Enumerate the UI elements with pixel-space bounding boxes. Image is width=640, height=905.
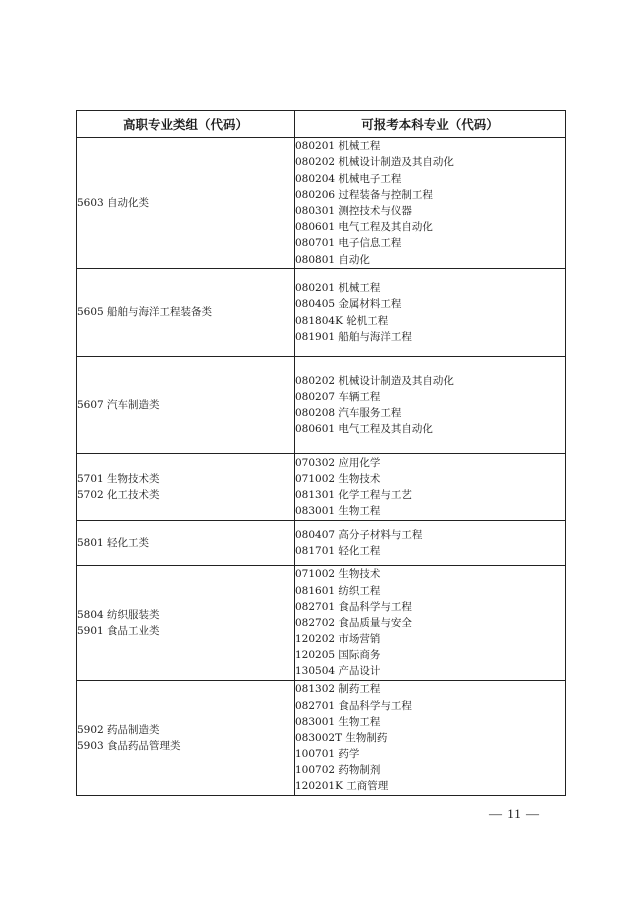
major-item: 081601 纺织工程 (295, 584, 381, 597)
group-label: 5801 轻化工类 (77, 536, 150, 549)
major-item: 130504 产品设计 (295, 665, 381, 678)
major-item: 120205 国际商务 (295, 649, 381, 662)
major-item: 080202 机械设计制造及其自动化 (295, 374, 454, 387)
major-item: 080204 机械电子工程 (295, 172, 402, 185)
major-item: 080206 过程装备与控制工程 (295, 188, 433, 201)
major-item: 082701 食品科学与工程 (295, 699, 412, 712)
major-item: 081701 轻化工程 (295, 545, 381, 557)
major-item: 120201K 工商管理 (295, 780, 389, 793)
table-row (77, 269, 566, 357)
majors-cell (295, 681, 566, 796)
group-cell (77, 454, 295, 521)
group-cell (77, 521, 295, 566)
major-item: 080201 机械工程 (295, 140, 381, 153)
major-item: 082701 食品科学与工程 (295, 600, 412, 613)
major-item: 071002 生物技术 (295, 472, 381, 485)
major-item: 080601 电气工程及其自动化 (295, 221, 433, 234)
major-item: 080701 电子信息工程 (295, 237, 402, 250)
majors-cell (295, 138, 566, 269)
major-item: 080301 测控技术与仪器 (295, 205, 412, 217)
header-vocational-group: 高职专业类组（代码） (77, 111, 295, 138)
majors-cell (295, 566, 566, 681)
major-item: 083001 生物工程 (295, 505, 381, 518)
major-item: 100702 药物制剂 (295, 764, 381, 777)
major-item: 080407 高分子材料与工程 (295, 528, 423, 541)
major-item: 083002T 生物制药 (295, 731, 388, 744)
major-item: 080405 金属材料工程 (295, 298, 402, 311)
major-item: 081804K 轮机工程 (295, 314, 389, 327)
table-row (77, 454, 566, 521)
major-item: 080208 汽车服务工程 (295, 407, 402, 419)
major-item: 083001 生物工程 (295, 715, 381, 728)
major-item: 080601 电气工程及其自动化 (295, 423, 433, 436)
group-cell (77, 269, 295, 357)
table-row (77, 521, 566, 566)
major-item: 100701 药学 (295, 748, 360, 761)
group-cell (77, 681, 295, 796)
major-item: 081901 船舶与海洋工程 (295, 330, 412, 343)
group-cell (77, 566, 295, 681)
major-item: 080201 机械工程 (295, 282, 381, 295)
header-undergrad-major: 可报考本科专业（代码） (295, 111, 566, 138)
group-label: 5903 食品药品管理类 (77, 740, 181, 752)
table-header-row (77, 111, 566, 138)
table-row (77, 357, 566, 454)
major-item: 082702 食品质量与安全 (295, 616, 412, 629)
page-number: — 11 — (489, 806, 541, 821)
majors-cell (295, 269, 566, 357)
major-item: 120202 市场营销 (295, 633, 381, 646)
group-label: 5702 化工技术类 (77, 489, 160, 501)
major-item: 070302 应用化学 (295, 456, 381, 469)
table-row (77, 681, 566, 796)
major-item: 080207 车辆工程 (295, 390, 381, 403)
table-row (77, 566, 566, 681)
major-item: 080801 自动化 (295, 253, 370, 266)
major-item: 081301 化学工程与工艺 (295, 489, 412, 501)
group-cell (77, 357, 295, 454)
majors-table (76, 110, 566, 796)
majors-cell (295, 521, 566, 566)
group-label: 5901 食品工业类 (77, 625, 160, 637)
major-item: 081302 制药工程 (295, 683, 381, 696)
group-label: 5607 汽车制造类 (77, 398, 160, 411)
major-item: 071002 生物技术 (295, 568, 381, 581)
group-label: 5804 纺织服装类 (77, 608, 160, 621)
major-item: 080202 机械设计制造及其自动化 (295, 156, 454, 169)
majors-cell (295, 357, 566, 454)
group-cell (77, 138, 295, 269)
group-label: 5701 生物技术类 (77, 472, 160, 485)
group-label: 5902 药品制造类 (77, 723, 160, 736)
table-row (77, 138, 566, 269)
group-label: 5605 船舶与海洋工程装备类 (77, 306, 213, 319)
group-label: 5603 自动化类 (77, 196, 150, 209)
majors-cell (295, 454, 566, 521)
